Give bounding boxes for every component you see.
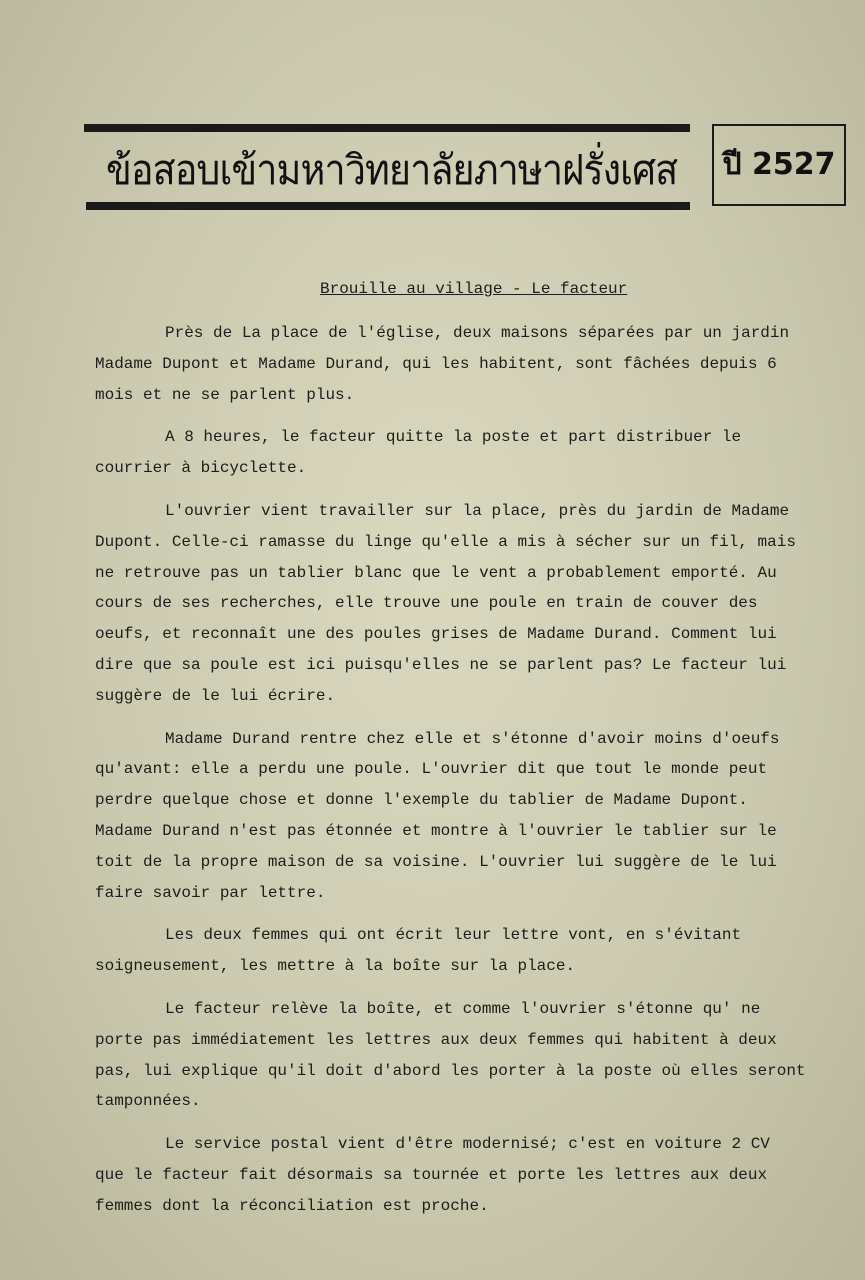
text-line: tamponnées.	[95, 1092, 201, 1111]
text-line: L'ouvrier vient travailler sur la place, près du jardin de Madame	[165, 501, 790, 520]
text-line: A 8 heures, le facteur quitte la poste et part distribuer le	[165, 428, 742, 447]
text-line: oeufs, et reconnaît une des poules grises de Madame Durand. Comment lui	[95, 625, 777, 644]
text-line: Les deux femmes qui ont écrit leur lettre vont, en s'évitant	[165, 926, 742, 945]
text-line: perdre quelque chose et donne l'exemple du tablier de Madame Dupont.	[95, 791, 748, 810]
paragraph	[95, 318, 845, 410]
document-body	[95, 318, 845, 1234]
year-box: ปี 2527	[712, 124, 846, 206]
paragraph	[95, 994, 845, 1117]
text-line: Madame Dupont et Madame Durand, qui les habitent, sont fâchées depuis 6	[95, 354, 777, 373]
text-line: femmes dont la réconciliation est proche.	[95, 1196, 489, 1215]
text-line: faire savoir par lettre.	[95, 883, 326, 902]
text-line: ne retrouve pas un tablier blanc que le vent a probablement emporté. Au	[95, 563, 777, 582]
text-line: Madame Durand n'est pas étonnée et montre à l'ouvrier le tablier sur le	[95, 821, 777, 840]
paragraph	[95, 422, 845, 484]
document-title: Brouille au village - Le facteur	[320, 280, 628, 298]
text-line: que le facteur fait désormais sa tournée et porte les lettres aux deux	[95, 1165, 768, 1184]
text-line: pas, lui explique qu'il doit d'abord les porter à la poste où elles seront	[95, 1061, 806, 1080]
text-line: Le service postal vient d'être modernisé; c'est en voiture 2 CV	[165, 1135, 770, 1154]
text-line: qu'avant: elle a perdu une poule. L'ouvrier dit que tout le monde peut	[95, 760, 768, 779]
text-line: mois et ne se parlent plus.	[95, 385, 355, 404]
paragraph	[95, 920, 845, 982]
text-line: Près de La place de l'église, deux maisons séparées par un jardin	[165, 324, 790, 342]
text-line: dire que sa poule est ici puisqu'elles ne se parlent pas? Le facteur lui	[95, 655, 787, 674]
text-line: suggère de le lui écrire.	[95, 686, 336, 705]
text-line: courrier à bicyclette.	[95, 459, 307, 478]
text-line: cours de ses recherches, elle trouve une poule en train de couver des	[95, 594, 758, 613]
text-line: porte pas immédiatement les lettres aux deux femmes qui habitent à deux	[95, 1030, 777, 1049]
text-line: soigneusement, les mettre à la boîte sur la place.	[95, 957, 576, 976]
paragraph	[95, 496, 845, 712]
text-line: Dupont. Celle-ci ramasse du linge qu'elle a mis à sécher sur un fil, mais	[95, 532, 796, 551]
paragraph	[95, 724, 845, 909]
header-title: ข้อสอบเข้ามหาวิทยาลัยภาษาฝรั่งเศส	[106, 146, 678, 194]
text-line: toit de la propre maison de sa voisine. L'ouvrier lui suggère de le lui	[95, 852, 777, 871]
header-rule-bottom	[86, 202, 690, 210]
text-line: Madame Durand rentre chez elle et s'étonne d'avoir moins d'oeufs	[165, 729, 780, 748]
text-line: Le facteur relève la boîte, et comme l'ouvrier s'étonne qu' ne	[165, 999, 761, 1018]
paragraph	[95, 1129, 845, 1221]
header-rule-top	[84, 124, 690, 132]
